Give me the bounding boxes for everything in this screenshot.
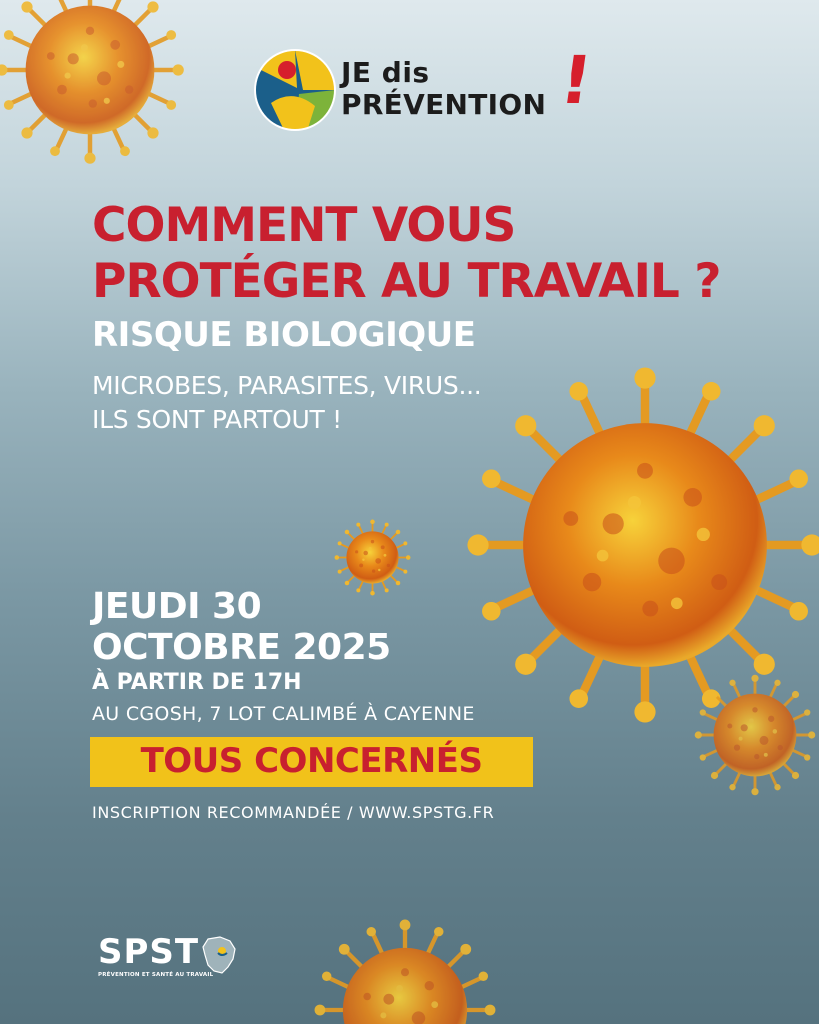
spst-logo-subtitle: PRÉVENTION ET SANTÉ AU TRAVAIL	[98, 972, 214, 978]
je-dis-prevention-logo-icon	[253, 48, 337, 132]
headline-line-1: COMMENT VOUS	[92, 198, 516, 253]
logo-exclamation: !	[555, 42, 597, 119]
audience-banner	[90, 737, 533, 787]
guyane-map-icon	[200, 935, 238, 975]
logo-text-prevention: PRÉVENTION	[341, 88, 547, 121]
headline	[92, 198, 721, 310]
virus-illustration-bottom	[300, 915, 510, 1024]
registration-info: INSCRIPTION RECOMMANDÉE / WWW.SPSTG.FR	[92, 803, 495, 822]
tagline-line-2: ILS SONT PARTOUT !	[92, 405, 342, 434]
spst-logo-text: SPST	[98, 932, 200, 972]
tagline-line-1: MICROBES, PARASITES, VIRUS...	[92, 371, 482, 400]
virus-illustration-right-bottom	[690, 670, 819, 800]
event-date-line-2: OCTOBRE 2025	[92, 627, 391, 668]
audience-banner-text: TOUS CONCERNÉS	[140, 741, 483, 781]
logo-text-je-dis: JE dis	[341, 56, 430, 89]
event-venue: AU CGOSH, 7 LOT CALIMBÉ À CAYENNE	[92, 703, 475, 725]
event-time: À PARTIR DE 17H	[92, 670, 302, 695]
spst-logo	[98, 932, 248, 985]
virus-illustration-top-left	[0, 0, 200, 170]
headline-line-2: PROTÉGER AU TRAVAIL ?	[92, 254, 721, 309]
virus-illustration-small	[330, 515, 415, 600]
je-dis-prevention-logo	[253, 42, 597, 138]
subtitle: RISQUE BIOLOGIQUE	[92, 315, 476, 355]
event-date-line-1: JEUDI 30	[92, 586, 262, 627]
tagline	[92, 369, 481, 437]
